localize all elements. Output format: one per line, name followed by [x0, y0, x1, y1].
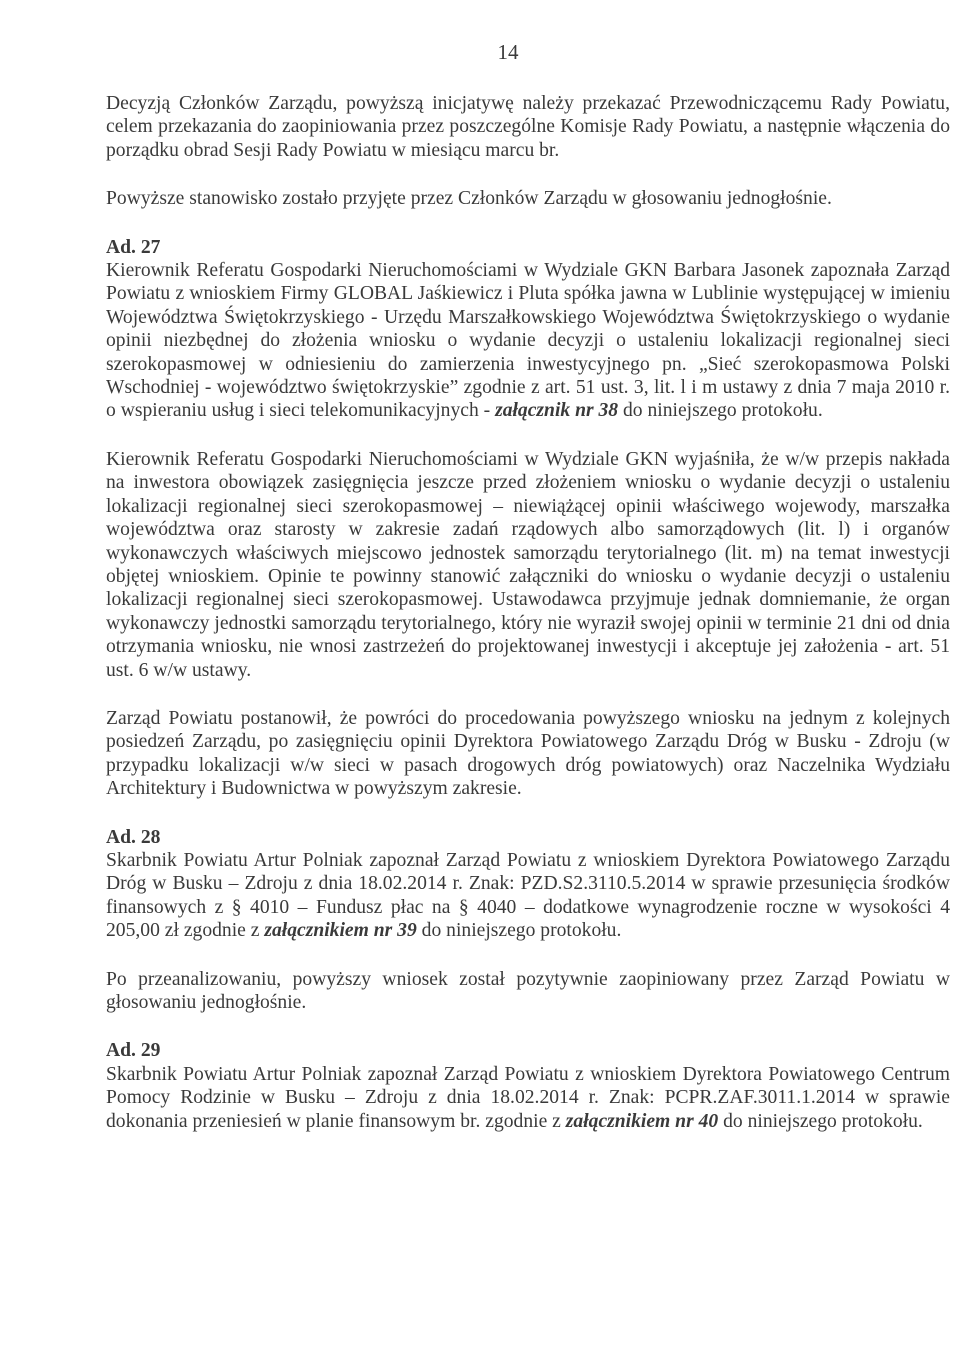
ad-28-paragraph-1	[106, 849, 950, 943]
section-ad-27	[106, 236, 950, 801]
ad-29-text-after: do niniejszego protokołu.	[718, 1110, 923, 1132]
ad-28-paragraph-2: Po przeanalizowaniu, powyższy wniosek został pozytywnie zaopiniowany przez Zarząd Powiatu w głosowaniu jednogłośnie.	[106, 968, 950, 1013]
ad-27-paragraph-2: Kierownik Referatu Gospodarki Nieruchomościami w Wydziale GKN wyjaśniła, że w/w przepis nakłada na inwestora obowiązek zasięgnięcia jeszcze przed złożeniem wniosku o wydanie decyzji o ustaleniu lokalizacji regionalnej sieci szerokopasmowej – niewiążącej opinii właściwego wojewody, marszałka województwa oraz starosty w zakresie zadań rządowych albo samorządowych (lit. l) i organów wykonawczych właściwych miejscowo jednostek samorządu terytorialnego (lit. m) na temat inwestycji objętej wnioskiem. Opinie te powinny stanowić załączniki do wniosku o wydanie decyzji o ustaleniu lokalizacji regionalnej sieci szerokopasmowej. Ustawodawca przyjmuje jednak domniemanie, że organ wykonawczy jednostki samorządu terytorialnego, który nie wyraził swojej opinii w terminie 21 dni od dnia otrzymania wniosku, nie wnosi zastrzeżeń do projektowanej inwestycji i akceptuje jej założenia - art. 51 ust. 6 w/w ustawy.	[106, 448, 950, 681]
section-ad-28	[106, 826, 950, 1015]
page-number: 14	[497, 40, 519, 64]
section-ad-29	[106, 1039, 950, 1133]
section-heading-ad-28: Ad. 28	[106, 826, 161, 848]
page-content	[106, 92, 950, 1133]
ad-28-text-after: do niniejszego protokołu.	[416, 920, 622, 942]
ad-27-paragraph-1	[106, 259, 950, 423]
section-heading-ad-27: Ad. 27	[106, 236, 161, 258]
attachment-reference-40: załącznikiem nr 40	[565, 1110, 719, 1132]
section-heading-ad-29: Ad. 29	[106, 1040, 161, 1062]
ad-29-paragraph-1	[106, 1063, 950, 1133]
ad-27-text-before: Kierownik Referatu Gospodarki Nieruchomościami w Wydziale GKN Barbara Jasonek zapoznała Zarząd Powiatu z wnioskiem Firmy GLOBAL Jaśkiewicz i Pluta spółka jawna w Lublinie występującej w imieniu Województwa Świętokrzyskiego - Urzędu Marszałkowskiego Województwa Świętokrzyskiego o wydanie opinii niezbędnej do złożenia wniosku o wydanie decyzji o ustaleniu lokalizacji regionalnej sieci szerokopasmowej w odniesieniu do zamierzenia inwestycyjnego pn. „Sieć szerokopasmowa Polski Wschodniej - województwo świętokrzyskie” zgodnie z art. 51 ust. 3, lit. l i m ustawy z dnia 7 maja 2010 r. o wspieraniu usług i sieci telekomunikacyjnych -	[106, 260, 950, 422]
attachment-reference-38: załącznik nr 38	[495, 400, 619, 422]
decision-paragraph: Decyzją Członków Zarządu, powyższą inicjatywę należy przekazać Przewodniczącemu Rady Powiatu, celem przekazania do zaopiniowania przez poszczególne Komisje Rady Powiatu, a następnie włączenia do porządku obrad Sesji Rady Powiatu w miesiącu marcu br.	[106, 93, 950, 161]
ad-29-text-before: Skarbnik Powiatu Artur Polniak zapoznał Zarząd Powiatu z wnioskiem Dyrektora Powiatowego Centrum Pomocy Rodzinie w Busku – Zdroju z dnia 18.02.2014 r. Znak: PCPR.ZAF.3011.1.2014 w sprawie dokonania przeniesień w planie finansowym br. zgodnie z	[106, 1063, 950, 1132]
vote-paragraph: Powyższe stanowisko zostało przyjęte przez Członków Zarządu w głosowaniu jednogłośnie.	[106, 188, 832, 210]
ad-28-text-before: Skarbnik Powiatu Artur Polniak zapoznał Zarząd Powiatu z wnioskiem Dyrektora Powiatowego Zarządu Dróg w Busku – Zdroju z dnia 18.02.2014 r. Znak: PZD.S2.3110.5.2014 w sprawie przesunięcia środków finansowych z § 4010 – Fundusz płac na § 4040 – dodatkowe wynagrodzenie roczne w wysokości 4 205,00 zł zgodnie z	[106, 849, 950, 942]
attachment-reference-39: załącznikiem nr 39	[264, 920, 417, 942]
ad-27-paragraph-3: Zarząd Powiatu postanowił, że powróci do procedowania powyższego wniosku na jednym z kolejnych posiedzeń Zarządu, po zasięgnięciu opinii Dyrektora Powiatowego Zarządu Dróg w Busku - Zdroju (w przypadku lokalizacji w/w sieci w pasach drogowych dróg powiatowych) oraz Naczelnika Wydziału Architektury i Budownictwa w powyższym zakresie.	[106, 707, 950, 800]
ad-27-text-after: do niniejszego protokołu.	[618, 400, 823, 422]
